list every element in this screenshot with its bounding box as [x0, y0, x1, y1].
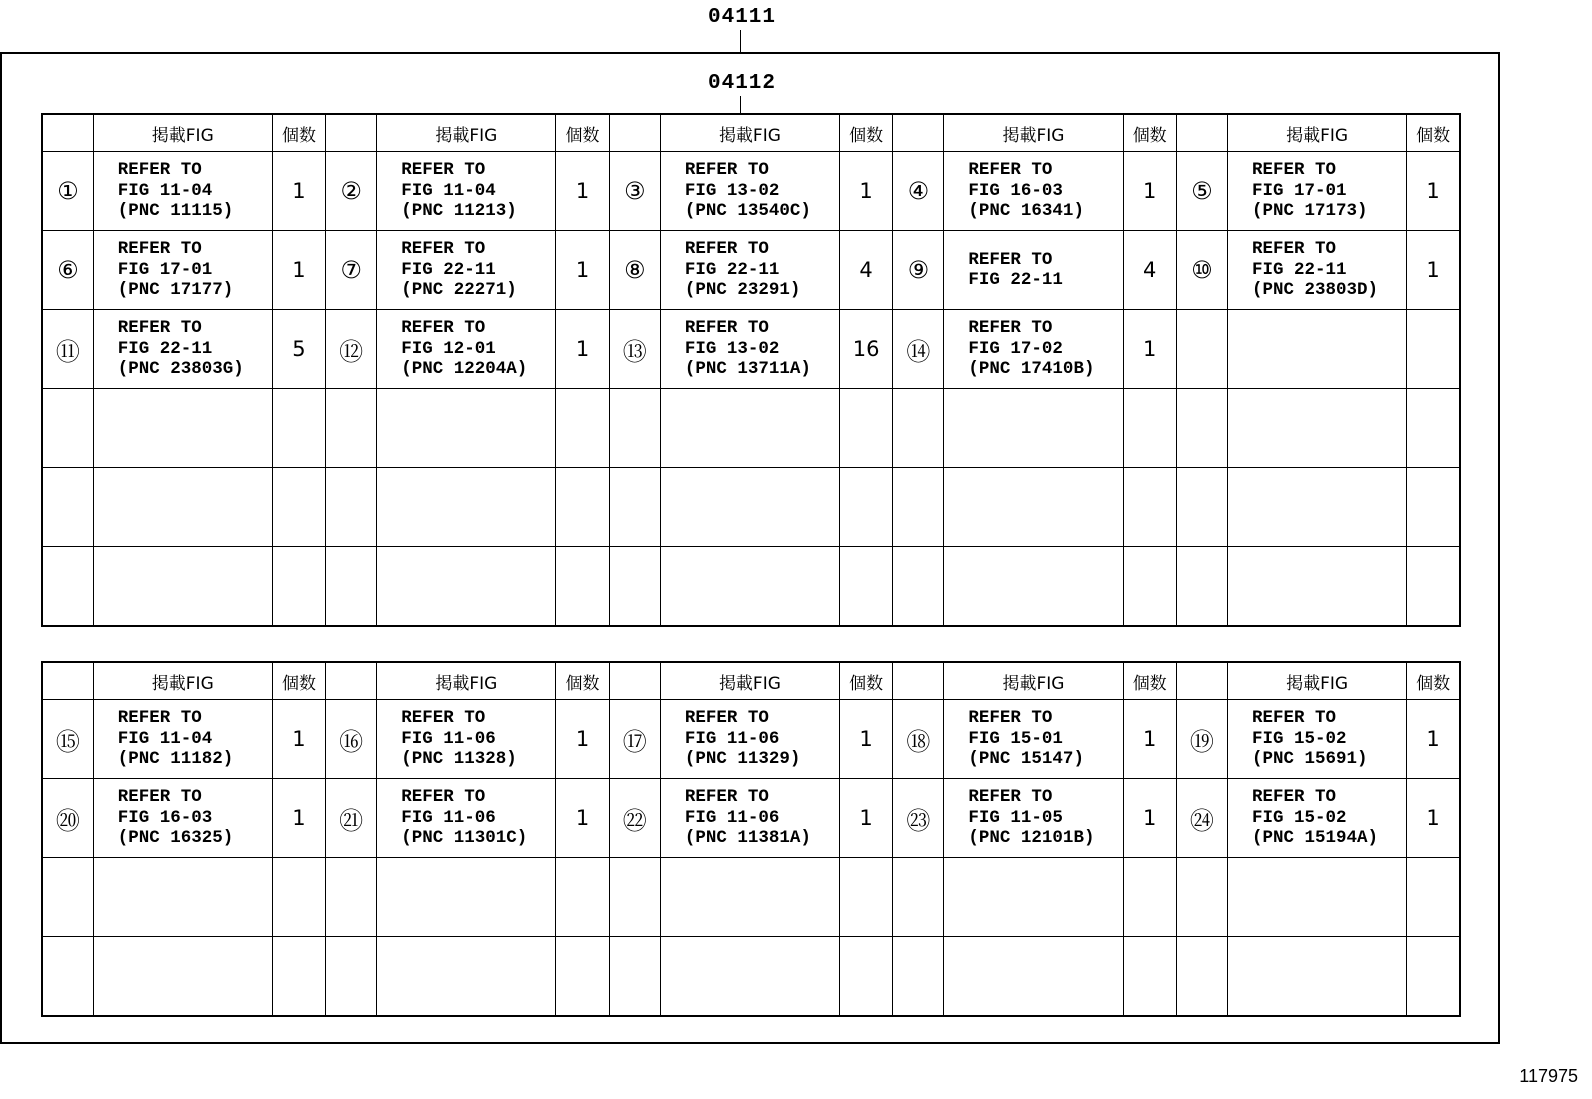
item-quantity: 4: [840, 231, 893, 310]
header-fig: 掲載FIG: [660, 662, 839, 700]
item-quantity: 1: [840, 152, 893, 231]
fig-reference-line: FIG 11-04: [117, 180, 213, 201]
header-fig: 掲載FIG: [93, 114, 272, 152]
empty-cell: [1407, 547, 1460, 627]
item-number: ②: [326, 152, 377, 231]
empty-cell: [1123, 937, 1176, 1017]
item-number: ⑥: [42, 231, 93, 310]
fig-reference-line: (PNC 23803G): [117, 359, 244, 380]
header-index-blank: [326, 114, 377, 152]
fig-reference-line: FIG 22-11: [401, 259, 496, 280]
header-index-blank: [1176, 114, 1227, 152]
fig-reference-line: REFER TO: [1252, 160, 1337, 181]
fig-reference-line: REFER TO: [968, 787, 1053, 808]
header-index-blank: [42, 662, 93, 700]
table-row-empty: [42, 547, 1460, 627]
fig-reference-line: (PNC 12101B): [968, 828, 1095, 849]
empty-cell: [326, 468, 377, 547]
item-number: ⑮: [42, 700, 93, 779]
empty-cell: [1407, 468, 1460, 547]
empty-cell: [1176, 389, 1227, 468]
item-number: ④: [893, 152, 944, 231]
empty-cell: [556, 389, 609, 468]
empty-cell: [93, 389, 272, 468]
header-index-blank: [42, 114, 93, 152]
header-qty: 個数: [1123, 662, 1176, 700]
fig-reference: [944, 700, 1123, 779]
empty-cell: [1176, 547, 1227, 627]
fig-reference-line: REFER TO: [117, 787, 202, 808]
item-quantity: 1: [840, 700, 893, 779]
fig-reference: [93, 700, 272, 779]
item-number: [1176, 310, 1227, 389]
fig-reference-line: REFER TO: [117, 708, 202, 729]
fig-reference: [1228, 700, 1407, 779]
empty-cell: [660, 937, 839, 1017]
fig-reference-line: REFER TO: [684, 708, 769, 729]
empty-cell: [893, 937, 944, 1017]
empty-cell: [272, 547, 325, 627]
item-quantity: 5: [272, 310, 325, 389]
fig-reference-line: (PNC 16325): [117, 828, 234, 849]
fig-reference-line: (PNC 15194A): [1252, 828, 1379, 849]
fig-reference-line: FIG 11-05: [968, 807, 1063, 828]
item-number: ⑩: [1176, 231, 1227, 310]
fig-reference-line: REFER TO: [401, 318, 486, 339]
table-row-empty: [42, 468, 1460, 547]
fig-reference: [944, 779, 1123, 858]
empty-cell: [1228, 389, 1407, 468]
item-quantity: 1: [556, 310, 609, 389]
empty-cell: [377, 937, 556, 1017]
fig-reference-line: FIG 15-01: [968, 728, 1063, 749]
fig-reference-line: FIG 15-02: [1252, 728, 1347, 749]
empty-cell: [944, 858, 1123, 937]
header-fig: 掲載FIG: [1228, 114, 1407, 152]
fig-reference: [944, 231, 1123, 310]
item-number: ⑲: [1176, 700, 1227, 779]
empty-cell: [1228, 547, 1407, 627]
fig-reference: [660, 310, 839, 389]
outer-code-label: 04111: [708, 6, 777, 29]
fig-reference-line: FIG 16-03: [968, 180, 1063, 201]
item-number: ㉔: [1176, 779, 1227, 858]
fig-reference-line: FIG 17-02: [968, 338, 1063, 359]
fig-reference-line: REFER TO: [968, 708, 1053, 729]
fig-reference-line: (PNC 11301C): [401, 828, 528, 849]
empty-cell: [840, 547, 893, 627]
empty-cell: [840, 937, 893, 1017]
fig-reference: [377, 779, 556, 858]
header-index-blank: [893, 114, 944, 152]
empty-cell: [42, 547, 93, 627]
fig-reference-line: (PNC 17410B): [968, 359, 1095, 380]
header-fig: 掲載FIG: [377, 114, 556, 152]
header-index-blank: [609, 114, 660, 152]
parts-table-lower: [41, 661, 1461, 1017]
empty-cell: [609, 858, 660, 937]
fig-reference: [377, 231, 556, 310]
fig-reference-line: (PNC 11115): [117, 201, 234, 222]
fig-reference-line: (PNC 23291): [684, 280, 801, 301]
table-row: [42, 700, 1460, 779]
empty-cell: [326, 547, 377, 627]
empty-cell: [1123, 547, 1176, 627]
empty-cell: [1228, 937, 1407, 1017]
item-quantity: 4: [1123, 231, 1176, 310]
fig-reference-line: REFER TO: [1252, 708, 1337, 729]
item-number: ⑳: [42, 779, 93, 858]
empty-cell: [1228, 858, 1407, 937]
empty-cell: [660, 389, 839, 468]
item-quantity: 1: [272, 152, 325, 231]
fig-reference-line: (PNC 11328): [401, 749, 517, 770]
fig-reference-line: (PNC 11213): [401, 201, 517, 222]
empty-cell: [840, 858, 893, 937]
item-quantity: 1: [1407, 152, 1460, 231]
header-fig: 掲載FIG: [944, 114, 1123, 152]
item-quantity: [1407, 310, 1460, 389]
empty-cell: [609, 937, 660, 1017]
empty-cell: [1176, 468, 1227, 547]
fig-reference-line: FIG 13-02: [684, 180, 780, 201]
item-number: ⑪: [42, 310, 93, 389]
empty-cell: [1407, 389, 1460, 468]
empty-cell: [893, 468, 944, 547]
table-row: [42, 310, 1460, 389]
header-qty: 個数: [1407, 662, 1460, 700]
fig-reference: [1228, 779, 1407, 858]
item-number: ㉒: [609, 779, 660, 858]
empty-cell: [272, 468, 325, 547]
empty-cell: [42, 858, 93, 937]
fig-reference-line: (PNC 15691): [1252, 749, 1368, 770]
fig-reference: [93, 779, 272, 858]
item-number: ⑨: [893, 231, 944, 310]
fig-reference-line: (PNC 17177): [117, 280, 234, 301]
table-row: [42, 231, 1460, 310]
fig-reference: [377, 700, 556, 779]
item-number: ㉑: [326, 779, 377, 858]
item-quantity: 1: [556, 231, 609, 310]
empty-cell: [1176, 858, 1227, 937]
table-row: [42, 779, 1460, 858]
empty-cell: [377, 468, 556, 547]
empty-cell: [609, 468, 660, 547]
fig-reference-line: REFER TO: [117, 160, 202, 181]
header-fig: 掲載FIG: [944, 662, 1123, 700]
fig-reference: [660, 779, 839, 858]
fig-reference-line: FIG 16-03: [117, 807, 213, 828]
fig-reference: [93, 152, 272, 231]
item-quantity: 1: [556, 152, 609, 231]
empty-cell: [326, 858, 377, 937]
header-qty: 個数: [556, 662, 609, 700]
fig-reference-line: REFER TO: [1252, 787, 1337, 808]
fig-reference-line: FIG 12-01: [401, 338, 496, 359]
empty-cell: [377, 858, 556, 937]
empty-cell: [42, 937, 93, 1017]
fig-reference-line: FIG 11-06: [684, 728, 780, 749]
item-quantity: 1: [556, 779, 609, 858]
fig-reference-line: (PNC 12204A): [401, 359, 528, 380]
fig-reference-line: REFER TO: [401, 787, 486, 808]
empty-cell: [272, 937, 325, 1017]
header-fig: 掲載FIG: [377, 662, 556, 700]
empty-cell: [93, 468, 272, 547]
fig-reference: [377, 152, 556, 231]
empty-cell: [944, 937, 1123, 1017]
item-quantity: 1: [1123, 310, 1176, 389]
fig-reference-line: FIG 22-11: [684, 259, 780, 280]
empty-cell: [944, 547, 1123, 627]
table-header-row: [42, 114, 1460, 152]
fig-reference-line: REFER TO: [401, 239, 486, 260]
fig-reference-line: REFER TO: [968, 249, 1053, 270]
header-index-blank: [1176, 662, 1227, 700]
fig-reference: [1228, 152, 1407, 231]
header-index-blank: [326, 662, 377, 700]
empty-cell: [660, 468, 839, 547]
fig-reference-line: FIG 11-04: [401, 180, 496, 201]
item-quantity: 1: [1407, 700, 1460, 779]
fig-reference-line: (PNC 13711A): [684, 359, 811, 380]
item-quantity: 1: [556, 700, 609, 779]
fig-reference-line: FIG 11-06: [401, 728, 496, 749]
fig-reference: [944, 310, 1123, 389]
empty-cell: [1407, 937, 1460, 1017]
fig-reference: [944, 152, 1123, 231]
fig-reference-line: REFER TO: [968, 160, 1053, 181]
empty-cell: [609, 547, 660, 627]
empty-cell: [42, 389, 93, 468]
fig-reference-line: REFER TO: [684, 160, 769, 181]
fig-reference-line: FIG 11-04: [117, 728, 213, 749]
empty-cell: [326, 389, 377, 468]
item-number: ⑧: [609, 231, 660, 310]
inner-code-leader: [740, 96, 741, 113]
item-quantity: 1: [272, 700, 325, 779]
fig-reference: [1228, 310, 1407, 389]
fig-reference-line: (PNC 11329): [684, 749, 801, 770]
item-number: ㉓: [893, 779, 944, 858]
empty-cell: [272, 858, 325, 937]
fig-reference-line: FIG 22-11: [117, 338, 213, 359]
fig-reference-line: REFER TO: [117, 318, 202, 339]
inner-code-label: 04112: [708, 72, 777, 95]
empty-cell: [1176, 937, 1227, 1017]
fig-reference-line: REFER TO: [684, 239, 769, 260]
fig-reference-line: FIG 22-11: [1252, 259, 1347, 280]
fig-reference-line: REFER TO: [1252, 239, 1337, 260]
figure-number: 117975: [1519, 1066, 1578, 1086]
fig-reference: [93, 310, 272, 389]
table-row-empty: [42, 389, 1460, 468]
item-number: ⑫: [326, 310, 377, 389]
header-qty: 個数: [272, 114, 325, 152]
fig-reference-line: REFER TO: [684, 787, 769, 808]
item-quantity: 1: [1407, 231, 1460, 310]
fig-reference: [93, 231, 272, 310]
table-header-row: [42, 662, 1460, 700]
empty-cell: [944, 468, 1123, 547]
empty-cell: [272, 389, 325, 468]
fig-reference: [660, 231, 839, 310]
empty-cell: [1123, 389, 1176, 468]
empty-cell: [93, 547, 272, 627]
fig-reference-line: REFER TO: [401, 708, 486, 729]
item-number: ⑱: [893, 700, 944, 779]
fig-reference-line: (PNC 17173): [1252, 201, 1368, 222]
header-fig: 掲載FIG: [93, 662, 272, 700]
empty-cell: [1228, 468, 1407, 547]
empty-cell: [326, 937, 377, 1017]
empty-cell: [840, 468, 893, 547]
fig-reference: [660, 152, 839, 231]
fig-reference-line: FIG 17-01: [117, 259, 213, 280]
empty-cell: [556, 547, 609, 627]
item-quantity: 1: [840, 779, 893, 858]
fig-reference-line: FIG 22-11: [968, 270, 1063, 290]
table-row: [42, 152, 1460, 231]
header-qty: 個数: [1123, 114, 1176, 152]
fig-reference-line: (PNC 16341): [968, 201, 1084, 222]
item-number: ⑰: [609, 700, 660, 779]
empty-cell: [93, 858, 272, 937]
fig-reference-line: (PNC 22271): [401, 280, 517, 301]
fig-reference: [660, 700, 839, 779]
item-quantity: 1: [1123, 779, 1176, 858]
fig-reference-line: (PNC 13540C): [684, 201, 811, 222]
item-quantity: 16: [840, 310, 893, 389]
fig-reference-line: REFER TO: [968, 318, 1053, 339]
fig-reference-line: (PNC 15147): [968, 749, 1084, 770]
empty-cell: [893, 547, 944, 627]
item-number: ⑦: [326, 231, 377, 310]
empty-cell: [893, 389, 944, 468]
fig-reference-line: FIG 17-01: [1252, 180, 1347, 201]
empty-cell: [660, 858, 839, 937]
item-quantity: 1: [1123, 700, 1176, 779]
fig-reference-line: (PNC 11381A): [684, 828, 811, 849]
fig-reference-line: FIG 11-06: [684, 807, 780, 828]
item-quantity: 1: [1407, 779, 1460, 858]
item-number: ⑬: [609, 310, 660, 389]
table-row-empty: [42, 937, 1460, 1017]
fig-reference-line: REFER TO: [117, 239, 202, 260]
empty-cell: [893, 858, 944, 937]
empty-cell: [377, 389, 556, 468]
empty-cell: [840, 389, 893, 468]
header-qty: 個数: [1407, 114, 1460, 152]
header-fig: 掲載FIG: [1228, 662, 1407, 700]
fig-reference-line: FIG 11-06: [401, 807, 496, 828]
fig-reference-line: FIG 13-02: [684, 338, 780, 359]
header-qty: 個数: [556, 114, 609, 152]
item-number: ①: [42, 152, 93, 231]
fig-reference-line: (PNC 11182): [117, 749, 234, 770]
empty-cell: [1123, 858, 1176, 937]
fig-reference-line: REFER TO: [684, 318, 769, 339]
item-quantity: 1: [272, 779, 325, 858]
item-number: ③: [609, 152, 660, 231]
empty-cell: [1123, 468, 1176, 547]
item-quantity: 1: [1123, 152, 1176, 231]
empty-cell: [556, 937, 609, 1017]
parts-table-upper: [41, 113, 1461, 627]
empty-cell: [944, 389, 1123, 468]
table-row-empty: [42, 858, 1460, 937]
empty-cell: [609, 389, 660, 468]
fig-reference: [377, 310, 556, 389]
empty-cell: [660, 547, 839, 627]
fig-reference-line: REFER TO: [401, 160, 486, 181]
item-number: ⑤: [1176, 152, 1227, 231]
item-number: ⑯: [326, 700, 377, 779]
header-qty: 個数: [840, 662, 893, 700]
item-quantity: 1: [272, 231, 325, 310]
fig-reference: [1228, 231, 1407, 310]
empty-cell: [42, 468, 93, 547]
fig-reference-line: FIG 15-02: [1252, 807, 1347, 828]
header-qty: 個数: [840, 114, 893, 152]
empty-cell: [377, 547, 556, 627]
empty-cell: [556, 468, 609, 547]
empty-cell: [1407, 858, 1460, 937]
header-qty: 個数: [272, 662, 325, 700]
header-index-blank: [893, 662, 944, 700]
header-index-blank: [609, 662, 660, 700]
empty-cell: [556, 858, 609, 937]
empty-cell: [93, 937, 272, 1017]
item-number: ⑭: [893, 310, 944, 389]
outer-code-leader: [740, 30, 741, 52]
fig-reference-line: (PNC 23803D): [1252, 280, 1379, 301]
header-fig: 掲載FIG: [660, 114, 839, 152]
